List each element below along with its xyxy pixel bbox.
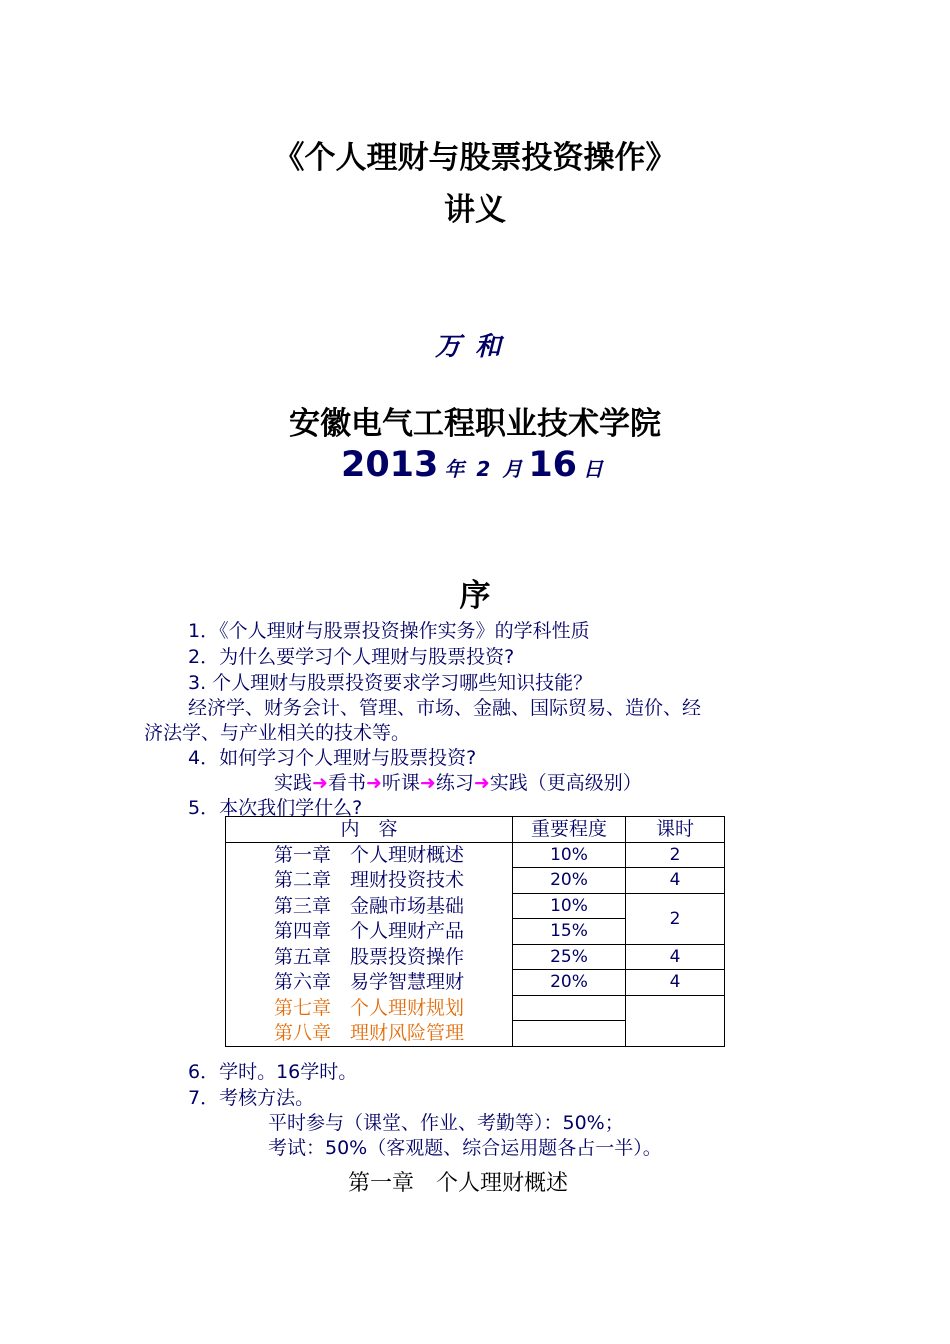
chapter-cell: 第七章 个人理财规划: [226, 995, 513, 1021]
chapter-cell: 第四章 个人理财产品: [226, 919, 513, 945]
hours-cell: 4: [626, 970, 725, 996]
chapter-cell: 第一章 个人理财概述: [226, 842, 513, 868]
weight-cell: 20%: [513, 970, 626, 996]
step-reading: 看书: [327, 772, 366, 794]
preface-item-3-detail-cont: 济法学、与产业相关的技术等。: [144, 722, 411, 744]
weight-cell: 25%: [513, 944, 626, 970]
preface-item-2: 2．为什么要学习个人理财与股票投资?: [188, 646, 515, 668]
assessment-participation: 平时参与（课堂、作业、考勤等）：50%；: [268, 1112, 624, 1134]
date-month: 2: [476, 457, 491, 481]
course-table: [225, 816, 725, 1047]
date-day-unit: 日: [583, 457, 604, 481]
step-exercise: 练习: [435, 772, 474, 794]
date-year-unit: 年: [444, 457, 465, 481]
school-name: 安徽电气工程职业技术学院: [289, 406, 661, 442]
arrow-right-icon: ➜: [365, 772, 382, 794]
weight-cell: 15%: [513, 919, 626, 945]
table-row: [226, 995, 725, 1021]
chapter-cell: 第五章 股票投资操作: [226, 944, 513, 970]
arrow-right-icon: ➜: [473, 772, 490, 794]
table-header-row: [226, 817, 725, 843]
date-year: 2013: [340, 445, 439, 485]
study-method-steps: [274, 768, 642, 795]
preface-item-1: 1．《个人理财与股票投资操作实务》的学科性质: [188, 620, 590, 642]
chapter-1-heading: 第一章 个人理财概述: [348, 1171, 569, 1196]
hours-cell: 2: [626, 893, 725, 944]
document-subtitle: 讲义: [444, 192, 506, 228]
table-row: [226, 868, 725, 894]
weight-cell: [513, 995, 626, 1021]
chapter-cell: 第八章 理财风险管理: [226, 1021, 513, 1047]
step-lecture: 听课: [381, 772, 420, 794]
preface-item-6: 6．学时。16学时。: [188, 1061, 358, 1083]
step-practice: 实践: [274, 772, 313, 794]
weight-cell: 10%: [513, 842, 626, 868]
preface-item-7: 7．考核方法。: [188, 1087, 315, 1109]
hours-cell: [626, 995, 725, 1046]
author-name: 万和: [434, 332, 515, 362]
header-hours: 课时: [626, 817, 725, 843]
arrow-right-icon: ➜: [312, 772, 328, 794]
date-month-unit: 月: [502, 457, 523, 481]
header-content: 内 容: [226, 817, 513, 843]
assessment-exam: 考试：50%（客观题、综合运用题各占一半）。: [268, 1137, 662, 1159]
preface-item-4: 4．如何学习个人理财与股票投资?: [188, 747, 477, 769]
hours-cell: 2: [626, 842, 725, 868]
document-title: 《个人理财与股票投资操作》: [273, 140, 677, 176]
header-importance: 重要程度: [513, 817, 626, 843]
table-row: [226, 944, 725, 970]
preface-item-3-detail: 经济学、财务会计、管理、市场、金融、国际贸易、造价、经: [188, 697, 702, 719]
preface-heading: 序: [459, 578, 491, 614]
preface-item-5: 5．本次我们学什么?: [188, 797, 363, 819]
chapter-cell: 第二章 理财投资技术: [226, 868, 513, 894]
chapter-cell: 第六章 易学智慧理财: [226, 970, 513, 996]
table-row: [226, 893, 725, 919]
table-row: [226, 842, 725, 868]
weight-cell: [513, 1021, 626, 1047]
preface-item-3: 3. 个人理财与股票投资要求学习哪些知识技能？: [188, 672, 593, 694]
step-practice-advanced: 实践（更高级别）: [489, 772, 642, 794]
table-row: [226, 970, 725, 996]
weight-cell: 20%: [513, 868, 626, 894]
chapter-cell: 第三章 金融市场基础: [226, 893, 513, 919]
weight-cell: 10%: [513, 893, 626, 919]
cover-date: [0, 445, 950, 485]
hours-cell: 4: [626, 868, 725, 894]
hours-cell: 4: [626, 944, 725, 970]
arrow-right-icon: ➜: [419, 772, 436, 794]
date-day: 16: [528, 445, 578, 485]
